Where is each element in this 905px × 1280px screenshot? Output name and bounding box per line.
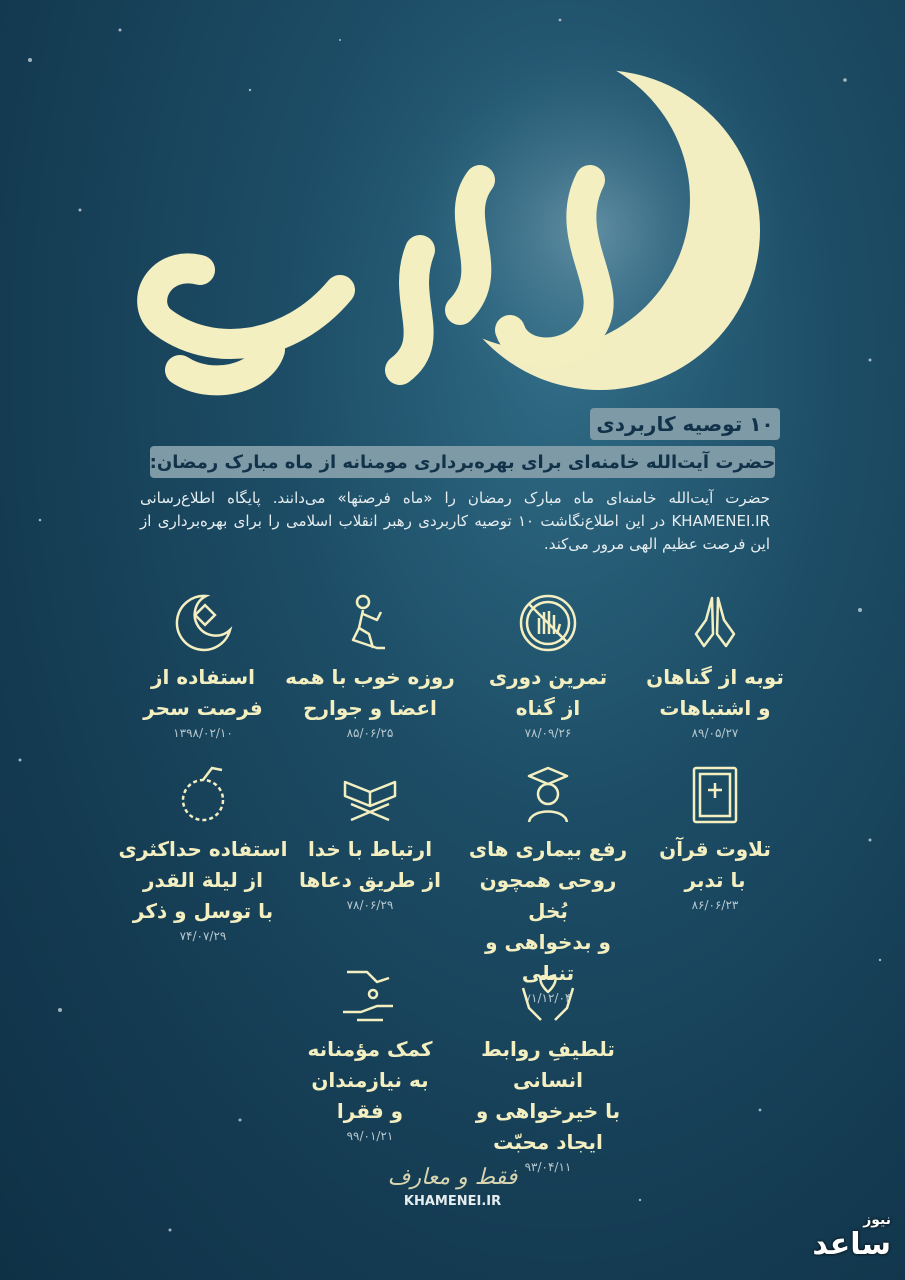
item-label: تمرین دوری از گناه	[488, 665, 608, 720]
item-date: ۱۳۹۸/۰۲/۱۰	[173, 726, 233, 740]
student-person-icon	[515, 762, 581, 828]
praying-hands-icon	[682, 590, 748, 656]
recommendation-item	[285, 590, 455, 740]
recommendation-item	[285, 962, 455, 1143]
item-label: روزه خوب با همه اعضا و جوارح	[285, 665, 455, 720]
prayer-beads-icon	[170, 762, 236, 828]
hands-heart-icon	[515, 962, 581, 1028]
crescent-moon-icon	[170, 590, 236, 656]
title-text: ماه فرصتها	[231, 225, 569, 295]
item-label: کمک مؤمنانه به نیازمندان و فقرا	[307, 1037, 433, 1123]
item-label: استفاده حداکثری از لیلة القدر با توسل و ذکر	[118, 837, 288, 923]
quran-book-icon	[682, 762, 748, 828]
recommendation-item	[285, 762, 455, 912]
recommendation-item	[118, 762, 288, 943]
item-date: ۷۸/۰۶/۲۹	[346, 898, 394, 912]
recommendation-item	[463, 962, 633, 1174]
giving-hands-icon	[337, 962, 403, 1028]
item-date: ۹۹/۰۱/۲۱	[346, 1129, 394, 1143]
item-date: ۷۱/۱۲/۰۴	[524, 991, 572, 1005]
item-label: رفع بیماری های روحی همچون بُخل و بدخواهی و تنبلی	[468, 837, 628, 985]
item-date: ۸۵/۰۶/۲۵	[346, 726, 394, 740]
watermark-bottom: ساعد	[812, 1227, 891, 1262]
subtitle-banner: حضرت آیت‌الله خامنه‌ای برای بهره‌برداری مومنانه از ماه مبارک رمضان:	[150, 446, 775, 478]
recommendations-badge: ۱۰ توصیه کاربردی	[590, 408, 780, 440]
recommendation-item	[118, 590, 288, 740]
item-label: تلاوت قرآن با تدبر	[659, 837, 771, 892]
recommendation-item	[630, 762, 800, 912]
logo-script: فقط و معارف	[387, 1165, 518, 1190]
saed-news-watermark	[791, 1212, 891, 1272]
praying-person-icon	[337, 590, 403, 656]
item-label: ارتباط با خدا از طریق دعاها	[299, 837, 441, 892]
quran-stand-icon	[337, 762, 403, 828]
stop-hand-icon	[515, 590, 581, 656]
item-date: ۷۴/۰۷/۲۹	[179, 929, 227, 943]
item-label: تلطیفِ روابط انسانی با خیرخواهی و ایجاد محبّت	[475, 1037, 621, 1154]
recommendation-item	[463, 590, 633, 740]
item-date: ۷۸/۰۹/۲۶	[524, 726, 572, 740]
item-date: ۸۶/۰۶/۲۳	[691, 898, 739, 912]
item-date: ۸۹/۰۵/۲۷	[691, 726, 739, 740]
item-label: توبه از گناهان و اشتباهات	[646, 665, 784, 720]
khamenei-logo	[380, 1165, 525, 1209]
intro-paragraph: حضرت آیت‌الله خامنه‌ای ماه مبارک رمضان را «ماه فرصتها» می‌دانند. پایگاه اطلاع‌رسانی KHAMENEI.IR در این اطلاع‌نگاشت ۱۰ توصیه کاربردی رهبر انقلاب اسلامی را برای بهره‌برداری از این فرصت عظیم الهی مرور می‌کند.	[140, 489, 771, 553]
item-label: استفاده از فرصت سحر	[143, 665, 263, 720]
watermark-top: نیوز	[863, 1212, 891, 1228]
title-calligraphy	[120, 120, 680, 420]
logo-site: KHAMENEI.IR	[403, 1194, 502, 1209]
recommendation-item	[630, 590, 800, 740]
item-date: ۹۳/۰۴/۱۱	[524, 1160, 572, 1174]
